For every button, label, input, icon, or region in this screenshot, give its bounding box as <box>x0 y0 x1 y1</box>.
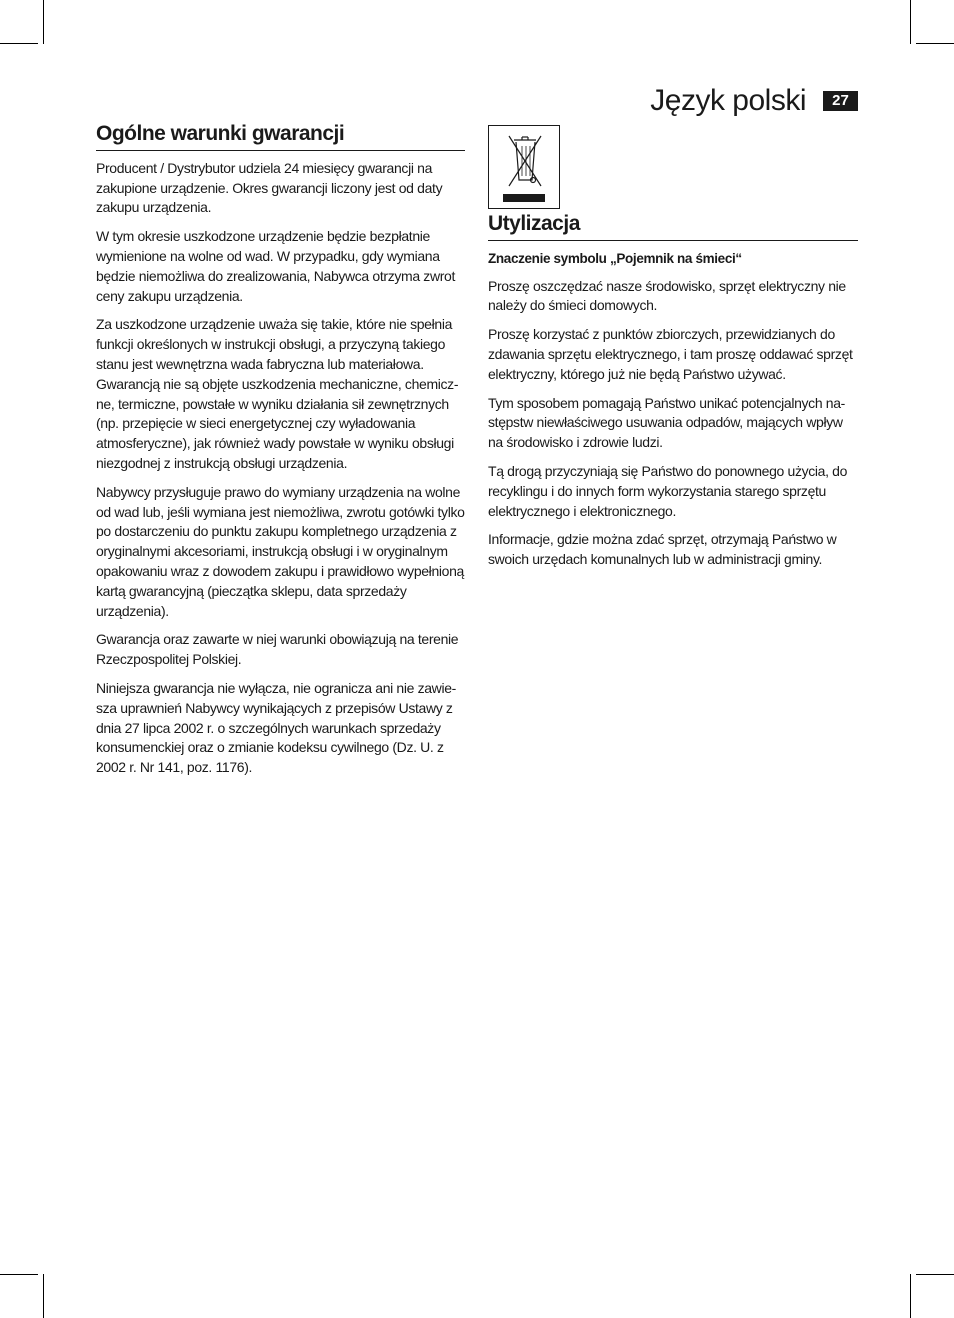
disposal-paragraph: Proszę oszczędzać nasze środowisko, sprzęt elektryczny nie należy do śmieci domowych. <box>488 277 846 314</box>
disposal-column <box>488 120 858 579</box>
disposal-paragraph: Tym sposobem pomagają Państwo unikać potencjalnych następstw niewłaściwego usuwania odpadów, mających wpływ na środowisko i zdrowie ludzi. <box>488 394 846 451</box>
crop-mark <box>43 0 44 44</box>
page-number-badge: 27 <box>823 91 858 111</box>
warranty-paragraph: Producent / Dystrybutor udziela 24 miesięcy gwarancji na zakupione urządzenie. Okres gwarancji liczony jest od daty zakupu urządzenia. <box>96 159 443 216</box>
disposal-paragraph: Proszę korzystać z punktów zbiorczych, przewidzianych do zdawania sprzętu elektrycznego, i tam proszę oddawać sprzęt elektryczny, którego już nie będą Państwo używać. <box>488 326 853 382</box>
disposal-heading: Utylizacja <box>488 214 858 241</box>
warranty-heading: Ogólne warunki gwarancji <box>96 120 465 151</box>
crop-mark <box>43 1274 44 1318</box>
crop-mark <box>916 43 954 44</box>
crop-mark <box>0 43 38 44</box>
disposal-paragraph: Informacje, gdzie można zdać sprzęt, otrzymają Państwo w swoich urzędach komunalnych lub w administracji gminy. <box>488 531 837 568</box>
crossed-out-wheelie-bin-icon <box>488 125 560 209</box>
crop-mark <box>0 1274 38 1275</box>
disposal-subheading: Znaczenie symbolu „Pojemnik na śmieci“ <box>488 250 742 266</box>
warranty-paragraph: W tym okresie uszkodzone urządzenie będzie bezpłatnie wymienione na wolne od wad. W przypadku, gdy wymiana będzie niemożliwa do zrealizowania, Nabywca otrzyma zwrot ceny zakupu urządzenia. <box>96 228 455 304</box>
page-language-title: Język polski <box>650 84 806 117</box>
crop-mark <box>910 1274 911 1318</box>
warranty-paragraph: Gwarancja oraz zawarte w niej warunki obowiązują na terenie Rzeczpospolitej Polskiej. <box>96 631 459 668</box>
bin-underline-bar <box>503 194 545 202</box>
warranty-paragraph: Niniejsza gwarancja nie wyłącza, nie ogranicza ani nie zawiesza uprawnień Nabywcy wynikających z przepisów Ustawy z dnia 27 lipca 2002 r. o szczególnych warunkach sprzedaży konsumenckiej oraz o zmianie kodeksu cywilnego (Dz. U. z 2002 r. Nr 141, poz. 1176). <box>96 679 457 776</box>
disposal-paragraph: Tą drogą przyczyniają się Państwo do ponownego użycia, do recyklingu i do innych form wykorzystania starego sprzętu elektrycznego i elektronicznego. <box>488 462 848 519</box>
warranty-column <box>96 120 465 787</box>
crop-mark <box>916 1274 954 1275</box>
warranty-paragraph: Za uszkodzone urządzenie uważa się takie, które nie spełnia funkcji określonych w instrukcji obsługi, a przyczyną takiego stanu jest wewnętrzna wada fabryczna lub materiałowa. Gwarancją nie są objęte uszkodzenia mechaniczne, chemiczne, termiczne, powstałe w wyniku działania sił zewnętrznych (np. przepięcie w sieci energetycznej czy wyładowania atmosferyczne), jak również wady powstałe w wyniku obsługi niezgodnej z instrukcją obsługi urządzenia. <box>96 316 459 471</box>
warranty-paragraph: Nabywcy przysługuje prawo do wymiany urządzenia na wolne od wad lub, jeśli wymiana jest niemożliwa, zwrotu gotówki tylko po dostarczeniu do punktu zakupu kompletnego urządzenia z oryginalnymi akcesoriami, instrukcją obsługi i w oryginalnym opakowaniu wraz z dowodem zakupu i prawidłowo wypełnioną kartą gwarancyjną (pieczątka sklepu, data sprzedaży urządzenia). <box>96 483 465 619</box>
crop-mark <box>910 0 911 44</box>
